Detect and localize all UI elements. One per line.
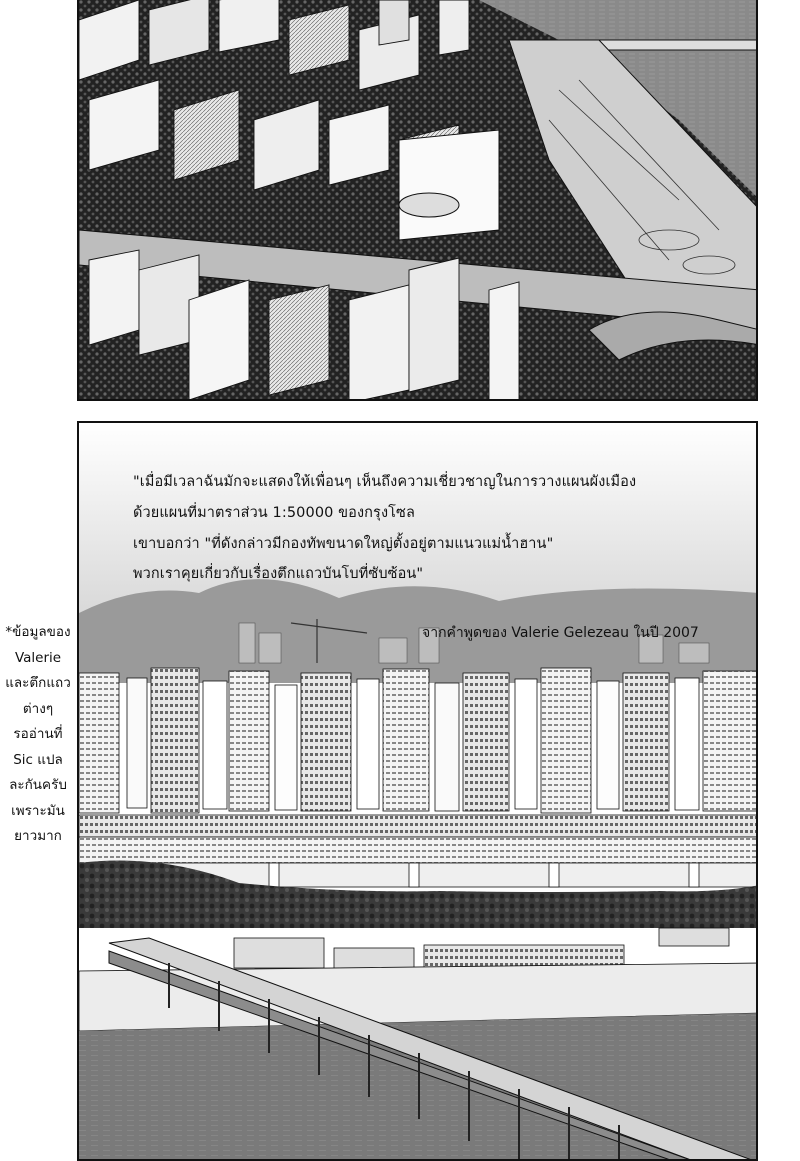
- aerial-city-panel: [77, 0, 758, 401]
- side-note-line: *ข้อมูลของ: [5, 624, 71, 640]
- aerial-city-illustration: [79, 0, 758, 401]
- side-note-line: Sic แปล: [13, 751, 63, 768]
- side-note-line: ต่างๆ: [22, 700, 54, 717]
- quote-line-1: "เมื่อมีเวลาฉันมักจะแสดงให้เพื่อนๆ เห็นถึงความเชี่ยวชาญในการวางแผนผังเมือง: [133, 474, 637, 490]
- translator-side-note: [0, 620, 76, 850]
- side-note-line: รออ่านที่: [13, 726, 63, 742]
- side-note-line: Valerie: [14, 649, 62, 666]
- quote-attribution: จากคำพูดของ Valerie Gelezeau ในปี 2007: [422, 625, 699, 641]
- side-note-line: ละกันครับ: [9, 777, 67, 793]
- side-note-line: เพราะมัน: [11, 802, 65, 819]
- side-note-line: และตึกแถว: [5, 675, 71, 691]
- quote-line-4: พวกเราคุยเกี่ยวกับเรื่องตึกแถวบันโบที่ซับซ้อน": [133, 566, 424, 582]
- quote-line-2: ด้วยแผนที่มาตราส่วน 1:50000 ของกรุงโซล: [133, 505, 415, 521]
- side-note-line: ยาวมาก: [14, 828, 62, 844]
- quote-line-3: เขาบอกว่า "ที่ดังกล่าวมีกองทัพขนาดใหญ่ตั้งอยู่ตามแนวแม่น้ำฮาน": [133, 536, 554, 552]
